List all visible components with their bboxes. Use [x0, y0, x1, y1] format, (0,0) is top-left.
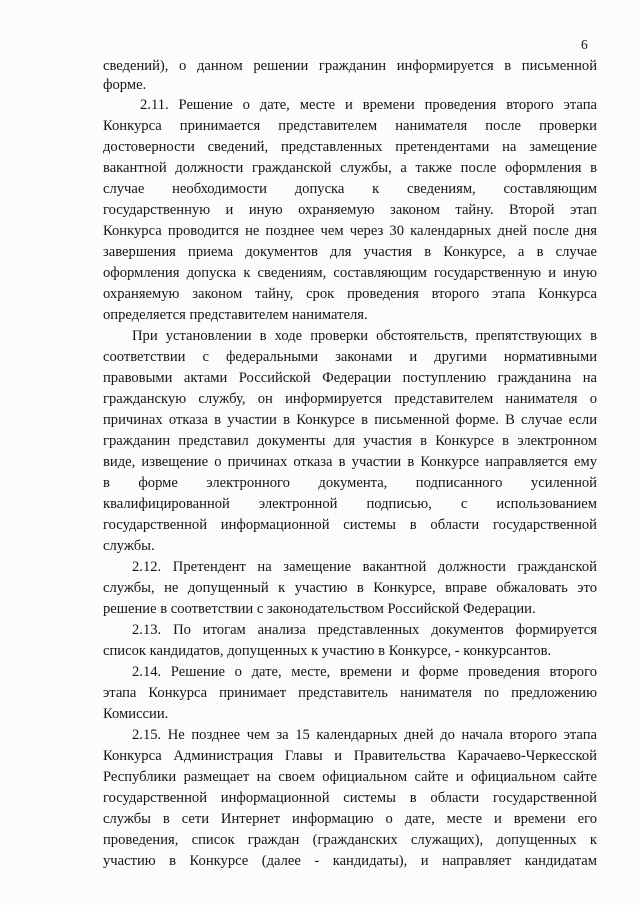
- text-line: сведений), о данном решении гражданин информируется в письменной: [103, 58, 597, 74]
- text-line: соответствии с федеральными законами и другими нормативными: [103, 349, 597, 365]
- text-line: Конкурса Администрация Главы и Правительства Карачаево-Черкесской: [103, 748, 597, 764]
- text-line: гражданскую службу, он информируется представителем нанимателя о: [103, 391, 597, 407]
- text-line: государственной информационной системы в области государственной: [103, 790, 597, 806]
- text-line: 2.14. Решение о дате, месте, времени и форме проведения второго: [132, 664, 597, 680]
- text-line: 2.15. Не позднее чем за 15 календарных дней до начала второго этапа: [132, 727, 597, 743]
- text-line: службы, не допущенный к участию в Конкурсе, вправе обжаловать это: [103, 580, 597, 596]
- text-line: завершения приема документов для участия в Конкурсе, а в случае: [103, 244, 597, 260]
- text-line: охраняемую законом тайну, срок проведения второго этапа Конкурса: [103, 286, 597, 302]
- text-line: квалифицированной электронной подписью, с использованием: [103, 496, 597, 512]
- text-line: службы в сети Интернет информацию о дате, месте и времени его: [103, 811, 597, 827]
- text-line: государственной информационной системы в области государственной: [103, 517, 597, 533]
- text-line: виде, извещение о причинах отказа в участии в Конкурсе направляется ему: [103, 454, 597, 470]
- text-line: проведения, список граждан (гражданских служащих), допущенных к: [103, 832, 597, 848]
- text-line: Конкурса принимается представителем нанимателя после проверки: [103, 118, 597, 134]
- text-line: участию в Конкурсе (далее - кандидаты), и направляет кандидатам: [103, 853, 597, 869]
- text-line: Конкурса проводится не позднее чем через 30 календарных дней после дня: [103, 223, 597, 239]
- text-line: Республики размещает на своем официальном сайте и официальном сайте: [103, 769, 597, 785]
- text-line: 2.11. Решение о дате, месте и времени проведения второго этапа: [140, 97, 597, 113]
- text-line: в форме электронного документа, подписанного усиленной: [103, 475, 597, 491]
- text-line: вакантной должности гражданской службы, а также после оформления в: [103, 160, 597, 176]
- text-line: службы.: [103, 538, 155, 554]
- text-line: При установлении в ходе проверки обстоятельств, препятствующих в: [132, 328, 597, 344]
- text-line: определяется представителем нанимателя.: [103, 307, 368, 323]
- text-line: этапа Конкурса принимает представитель нанимателя по предложению: [103, 685, 597, 701]
- text-line: 2.12. Претендент на замещение вакантной должности гражданской: [132, 559, 597, 575]
- text-line: форме.: [103, 77, 147, 93]
- text-line: список кандидатов, допущенных к участию в Конкурсе, - конкурсантов.: [103, 643, 552, 659]
- text-line: гражданин представил документы для участия в Конкурсе в электронном: [103, 433, 597, 449]
- text-line: 2.13. По итогам анализа представленных документов формируется: [132, 622, 597, 638]
- text-line: достоверности сведений, представленных претендентами на замещение: [103, 139, 597, 155]
- text-line: решение в соответствии с законодательством Российской Федерации.: [103, 601, 536, 617]
- text-line: государственную и иную охраняемую законом тайну. Второй этап: [103, 202, 597, 218]
- page-number: 6: [581, 37, 588, 52]
- text-line: Комиссии.: [103, 706, 169, 722]
- text-line: случае необходимости допуска к сведениям, составляющим: [103, 181, 597, 197]
- text-line: причинах отказа в участии в Конкурсе в письменной форме. В случае если: [103, 412, 597, 428]
- text-line: правовыми актами Российской Федерации поступлению гражданина на: [103, 370, 597, 386]
- text-line: оформления допуска к сведениям, составляющим государственную и иную: [103, 265, 597, 281]
